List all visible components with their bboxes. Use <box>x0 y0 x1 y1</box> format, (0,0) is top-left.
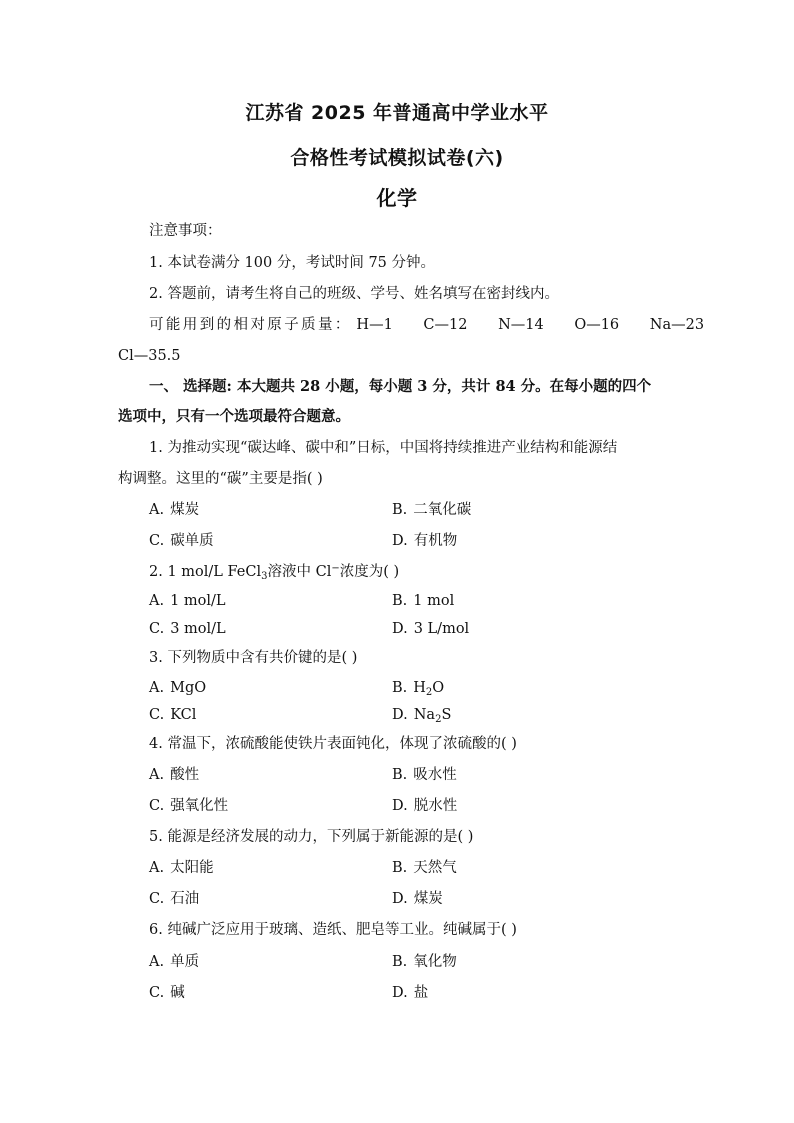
exam-title-line1: 江苏省 2025 年普通高中学业水平 <box>245 102 549 124</box>
q5-option-d: D. 煤炭 <box>392 891 443 907</box>
q6-stem: 6. 纯碱广泛应用于玻璃、造纸、肥皂等工业。纯碱属于( ) <box>149 922 517 938</box>
q5-option-a: A. 太阳能 <box>149 860 214 876</box>
atomic-na: Na—23 <box>649 317 705 333</box>
q4-stem: 4. 常温下，浓硫酸能使铁片表面钝化，体现了浓硫酸的( ) <box>149 736 517 752</box>
q4-option-a: A. 酸性 <box>149 767 200 783</box>
q1-option-c: C. 碳单质 <box>149 533 214 549</box>
q1-option-a: A. 煤炭 <box>149 502 200 518</box>
q2-stem: 2. 1 mol/L FeCl$_3$溶液中 Cl−浓度为( ) <box>149 563 400 582</box>
q3-stem: 3. 下列物质中含有共价键的是( ) <box>149 650 358 666</box>
section1-instructions-line1: 一、 选择题: 本大题共 28 小题，每小题 3 分，共计 84 分。在每小题的四个 <box>149 378 652 395</box>
q6-option-a: A. 单质 <box>149 954 200 970</box>
q1-option-b: B. 二氧化碳 <box>392 502 472 518</box>
exam-subject: 化学 <box>376 186 418 210</box>
atomic-o: O—16 <box>574 317 620 333</box>
q3-option-b: B. $H_2O$ <box>392 680 445 698</box>
q2-option-b: B. 1 mol <box>392 593 455 609</box>
atomic-cl: Cl—35.5 <box>118 348 181 364</box>
q1-stem-line1: 1. 为推动实现“碳达峰、碳中和”日标，中国将持续推进产业结构和能源结 <box>149 440 618 456</box>
q4-option-b: B. 吸水性 <box>392 767 457 783</box>
q3-option-c: C. KCl <box>149 707 197 723</box>
exam-title-line2: 合格性考试模拟试卷(六) <box>290 147 504 169</box>
q3-option-a: A. MgO <box>149 680 207 696</box>
q6-option-b: B. 氧化物 <box>392 954 457 970</box>
q5-option-b: B. 天然气 <box>392 860 457 876</box>
q1-option-d: D. 有机物 <box>392 533 458 549</box>
atomic-mass-line <box>149 315 704 335</box>
atomic-c: C—12 <box>423 317 468 333</box>
atomic-n: N—14 <box>498 317 544 333</box>
q2-option-c: C. 3 mol/L <box>149 621 226 637</box>
q6-option-c: C. 碱 <box>149 985 185 1001</box>
q5-option-c: C. 石油 <box>149 891 200 907</box>
q4-option-d: D. 脱水性 <box>392 798 458 814</box>
notes-item-2: 2. 答题前，请考生将自己的班级、学号、姓名填写在密封线内。 <box>149 286 559 302</box>
q2-option-a: A. 1 mol/L <box>149 593 226 609</box>
q5-stem: 5. 能源是经济发展的动力，下列属于新能源的是( ) <box>149 829 474 845</box>
q4-option-c: C. 强氧化性 <box>149 798 229 814</box>
section1-instructions-line2: 选项中，只有一个选项最符合题意。 <box>118 408 350 425</box>
q2-option-d: D. 3 L/mol <box>392 621 470 637</box>
notes-item-1: 1. 本试卷满分 100 分，考试时间 75 分钟。 <box>149 255 436 271</box>
notes-heading: 注意事项： <box>149 223 222 239</box>
q6-option-d: D. 盐 <box>392 985 429 1001</box>
q1-stem-line2: 构调整。这里的“碳”主要是指( ) <box>118 471 323 487</box>
q3-option-d: D. $Na_2S$ <box>392 707 452 725</box>
atomic-h: H—1 <box>356 317 393 333</box>
atomic-mass-label: 可能用到的相对原子质量： <box>149 317 352 333</box>
